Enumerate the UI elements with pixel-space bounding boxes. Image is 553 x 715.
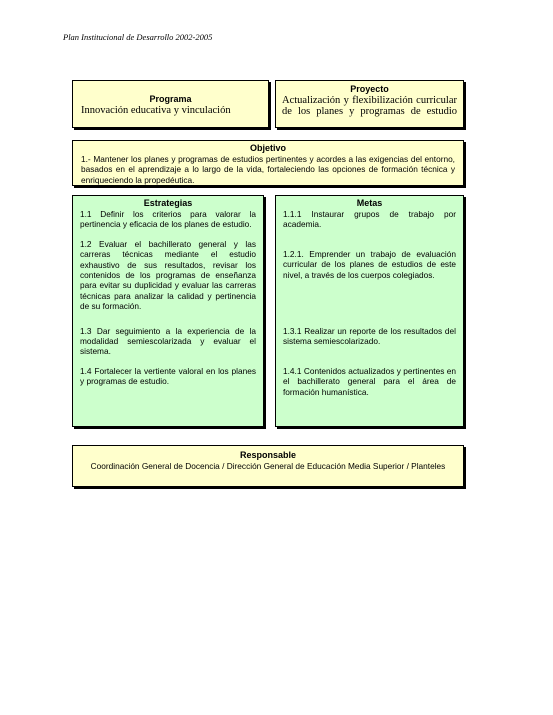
estrategias-heading: Estrategias [143, 198, 193, 208]
page-header: Plan Institucional de Desarrollo 2002-2005 [63, 32, 213, 42]
objetivo-heading: Objetivo [249, 143, 286, 153]
estrategia-item: 1.4 Fortalecer la vertiente valoral en los planes y programas de estudio. [80, 365, 256, 387]
programa-heading: Programa [149, 94, 192, 104]
estrategia-item: 1.3 Dar seguimiento a la experiencia de la modalidad semiescolarizada y evaluar el sistema. [80, 325, 256, 357]
proyecto-text: Actualización y flexibilización curricular de los planes y programas de estudio [282, 95, 457, 117]
responsable-text: Coordinación General de Docencia / Dirección General de Educación Media Superior / Planteles [90, 461, 446, 471]
responsable-heading: Responsable [239, 450, 297, 460]
metas-box [275, 195, 464, 427]
objetivo-text: 1.- Mantener los planes y programas de estudios pertinentes y acordes a las exigencias del entorno, basados en el aprendizaje a lo largo de la vida, fortaleciendo las opciones de formación técnica y enriqueciendo la propedéutica. [81, 154, 455, 185]
estrategias-box [72, 195, 264, 427]
estrategia-item: 1.1 Definir los criterios para valorar la pertinencia y eficacia de los planes de estudio. [80, 209, 256, 230]
proyecto-box [275, 80, 464, 128]
estrategia-item: 1.2 Evaluar el bachillerato general y las carreras técnicas mediante el estudio exhaustivo de sus resultados, revisar los contenidos de los programas de enseñanza para evitar su duplicidad y evaluar las carreras técnicas para analizar la calidad y pertinencia de su formación. [80, 238, 256, 312]
programa-box [72, 80, 269, 128]
meta-item: 1.4.1 Contenidos actualizados y pertinentes en el bachillerato general para el área de formación humanística. [283, 365, 456, 397]
metas-heading: Metas [356, 198, 383, 208]
proyecto-heading: Proyecto [350, 84, 389, 94]
meta-item: 1.2.1. Emprender un trabajo de evaluación curricular de los planes de estudios de este nivel, a través de los cuerpos colegiados. [283, 248, 456, 280]
responsable-box [72, 445, 464, 487]
objetivo-box [72, 140, 464, 186]
meta-item: 1.1.1 Instaurar grupos de trabajo por academia. [283, 209, 456, 230]
programa-text: Innovación educativa y vinculación [81, 105, 231, 116]
meta-item: 1.3.1 Realizar un reporte de los resultados del sistema semiescolarizado. [283, 326, 456, 347]
